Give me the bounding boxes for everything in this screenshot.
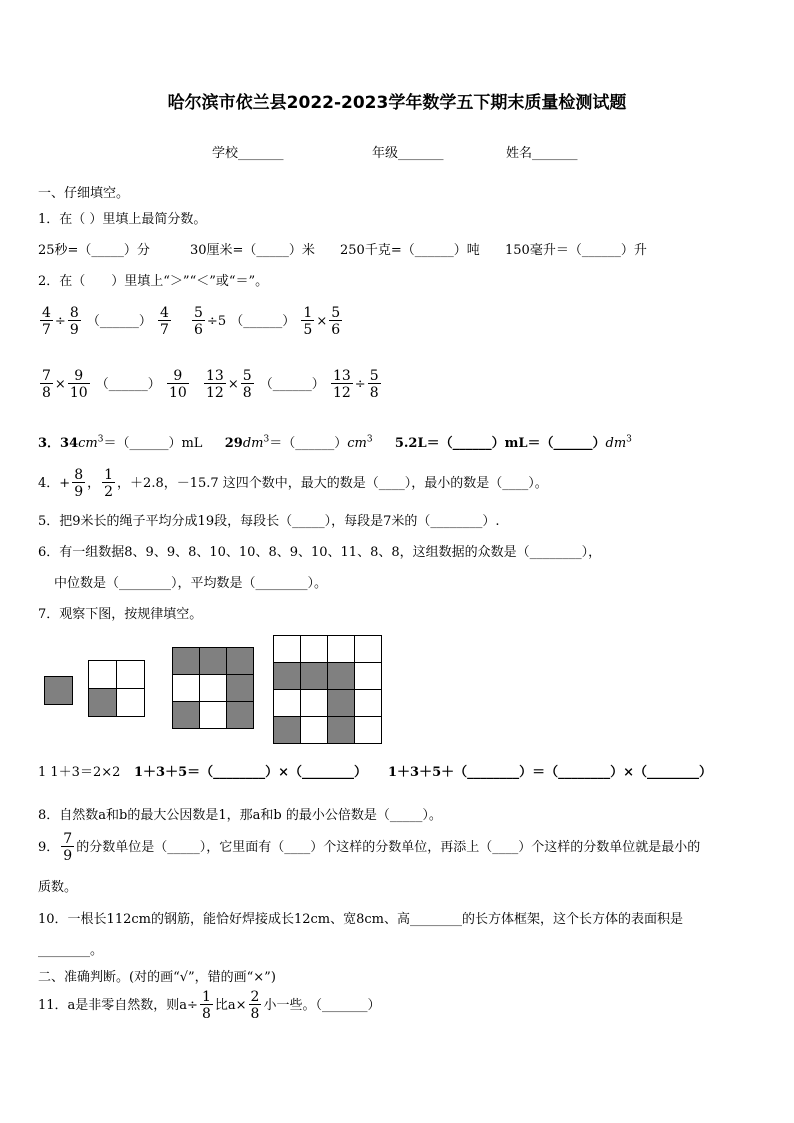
- question-2-row-1-right: $\frac{5}{6}$ ÷5 （______） $\frac{1}{5}$ × $\frac{5}{6}$: [194, 305, 341, 338]
- question-9-line-2: 质数。: [38, 880, 78, 895]
- question-7-stem: 7．观察下图，按规律填空。: [38, 607, 203, 622]
- question-7-formula-b: 1＋3＋5＝（________）×（________）: [134, 765, 368, 780]
- fraction: $\frac{4}{7}$: [160, 305, 169, 338]
- fraction: $\frac{5}{8}$: [369, 368, 379, 401]
- question-1-c: 250千克=（______）吨: [340, 243, 480, 258]
- fraction: $\frac{1}{5}$: [303, 305, 313, 338]
- fraction: $\frac{4}{7}$: [42, 305, 51, 338]
- question-10-line-2: ________。: [38, 943, 104, 958]
- fraction: $\frac{5}{6}$: [194, 305, 203, 338]
- question-2-stem: 2．在（ ）里填上“＞”“＜”或“＝”。: [38, 274, 269, 289]
- question-6-line-1: 6．有一组数据8、9、9、8、10、10、8、9、10、11、8、8，这组数据的众数是（________），: [38, 545, 602, 560]
- question-1-b: 30厘米=（_____）米: [190, 243, 315, 258]
- fraction: $\frac{8}{9}$: [74, 467, 84, 500]
- fraction: $\frac{5}{6}$: [331, 305, 341, 338]
- name-field: 姓名_______: [506, 146, 578, 161]
- fraction: $\frac{7}{8}$: [42, 368, 51, 401]
- question-10-line-1: 10．一根长112cm的钢筋，能恰好焊接成长12cm、宽8cm、高________的长方体框架，这个长方体的表面积是: [38, 912, 683, 927]
- fraction: $\frac{1}{2}$: [104, 467, 114, 500]
- fraction: $\frac{2}{8}$: [250, 989, 260, 1022]
- pattern-figure-2: [88, 660, 145, 717]
- question-2-row-1-left: $\frac{4}{7}$ ÷ $\frac{8}{9}$ （______） $\frac{4}{7}$: [42, 305, 169, 338]
- fraction: $\frac{13}{12}$: [332, 368, 351, 401]
- question-4: 4．+ $\frac{8}{9}$ ， $\frac{1}{2}$ ，＋2.8，－15.7 这四个数中，最大的数是（____），最小的数是（____）。: [38, 467, 548, 500]
- fraction: $\frac{1}{8}$: [201, 989, 211, 1022]
- question-5: 5．把9米长的绳子平均分成19段，每段长（_____），每段是7米的（________）.: [38, 514, 500, 529]
- grade-field: 年级_______: [372, 146, 444, 161]
- pattern-figure-1: [44, 676, 73, 705]
- question-11: 11．a是非零自然数，则a÷ $\frac{1}{8}$ 比a× $\frac{2}{8}$ 小一些。（_______）: [38, 989, 381, 1022]
- fraction: $\frac{7}{9}$: [63, 831, 73, 864]
- page-title: 哈尔滨市依兰县2022-2023学年数学五下期末质量检测试题: [167, 93, 627, 113]
- fraction: $\frac{5}{8}$: [242, 368, 252, 401]
- question-3: 3．$34cm^3=(\_\_\_\_\_\_)mL$ $29dm^3=(\_\_\_\_\_\_)cm^3$ $5.2L=(\_\_\_\_\_\_)mL=(\_\_\_\_\_\_)dm^3$: [38, 434, 632, 451]
- question-7-formula-a: 1 1＋3＝2×2: [38, 765, 121, 780]
- question-6-line-2: 中位数是（________），平均数是（________）。: [54, 576, 328, 591]
- question-1-a: 25秒=（_____）分: [38, 243, 150, 258]
- question-2-row-2-left: $\frac{7}{8}$ × $\frac{9}{10}$ （______） $\frac{9}{10}$: [42, 368, 187, 401]
- school-field: 学校_______: [212, 146, 284, 161]
- pattern-figure-3: [172, 647, 254, 729]
- question-2-row-2-right: $\frac{13}{12}$ × $\frac{5}{8}$ （______） $\frac{13}{12}$ ÷ $\frac{5}{8}$: [206, 368, 379, 401]
- section-2-heading: 二、准确判断。(对的画“√”，错的画“×”): [38, 970, 276, 985]
- section-1-heading: 一、仔细填空。: [38, 186, 130, 201]
- fraction: $\frac{8}{9}$: [69, 305, 79, 338]
- fraction: $\frac{9}{10}$: [69, 368, 88, 401]
- question-8: 8．自然数a和b的最大公因数是1，那a和b 的最小公倍数是（_____）。: [38, 808, 442, 823]
- question-7-formula-c: 1＋3＋5＋（________）＝（________）×（________）: [388, 765, 713, 780]
- question-1-d: 150毫升＝（______）升: [505, 243, 647, 258]
- pattern-figure-4: [273, 635, 382, 744]
- question-1-stem: 1．在（ ）里填上最简分数。: [38, 212, 207, 227]
- fraction: $\frac{13}{12}$: [206, 368, 224, 401]
- fraction: $\frac{9}{10}$: [168, 368, 187, 401]
- question-9-line-1: 9． $\frac{7}{9}$ 的分数单位是（_____），它里面有（____）个这样的分数单位，再添上（____）个这样的分数单位就是最小的: [38, 831, 701, 864]
